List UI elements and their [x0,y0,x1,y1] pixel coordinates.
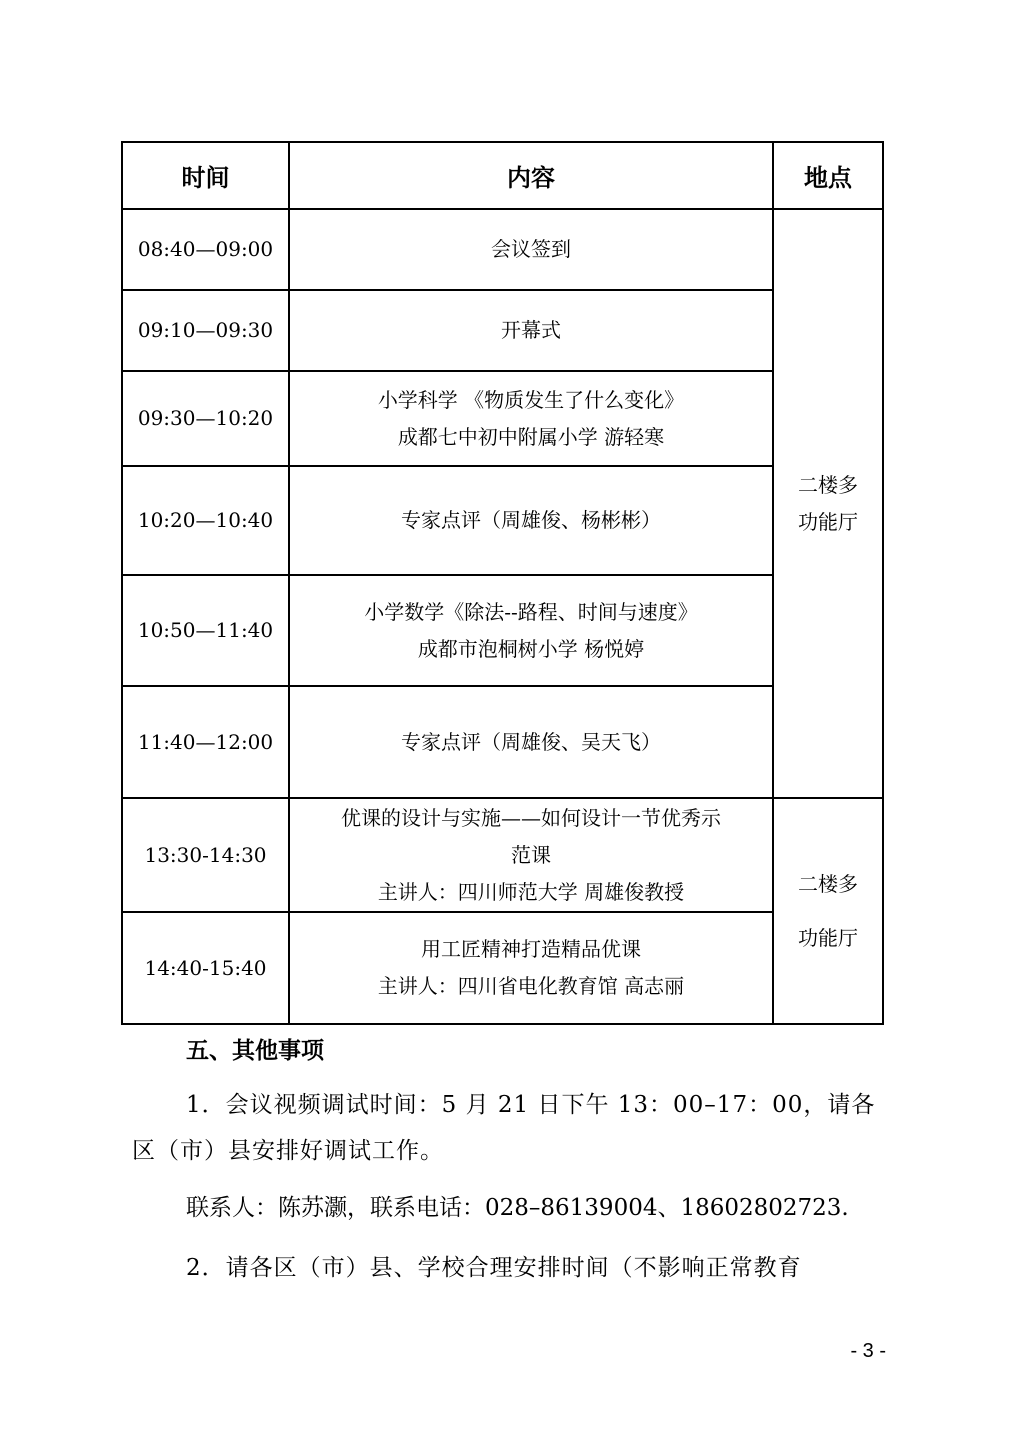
venue-line: 二楼多 [798,472,858,497]
page-number: - 3 - [850,1340,886,1362]
table-row [122,371,883,466]
venue-cell-morning [773,209,883,798]
content-cell [289,686,773,798]
content-cell [289,798,773,912]
venue-line: 功能厅 [798,926,858,950]
content-line: 主讲人：四川师范大学 周雄俊教授 [377,879,685,904]
section-title: 五、其他事项 [186,1038,324,1064]
content-line: 专家点评（周雄俊、吴天飞） [401,729,661,754]
content-line: 用工匠精神打造精品优课 [421,937,641,961]
table-row [122,209,883,290]
header-content: 内容 [289,142,773,209]
table-row [122,466,883,575]
venue-line: 二楼多 [798,872,858,896]
header-venue: 地点 [773,142,883,209]
content-line: 成都七中初中附属小学 游轻寒 [397,424,665,449]
content-cell [289,466,773,575]
venue-line: 功能厅 [798,509,858,534]
time-cell: 10:20—10:40 [122,466,289,575]
paragraph-contact: 联系人：陈苏灏，联系电话：028–86139004、18602802723. [186,1195,849,1221]
paragraph-video-test: 1．会议视频调试时间：5 月 21 日下午 13：00–17：00，请各区（市）县安排好调试工作。 [132,1092,876,1164]
time-cell: 14:40-15:40 [122,912,289,1024]
content-line: 开幕式 [501,318,561,342]
time-cell: 13:30-14:30 [122,798,289,912]
table-header-row [122,142,883,209]
content-cell [289,912,773,1024]
time-cell: 11:40—12:00 [122,686,289,798]
venue-cell-afternoon [773,798,883,1024]
content-cell [289,371,773,466]
time-cell: 09:30—10:20 [122,371,289,466]
table-row [122,290,883,371]
time-cell: 09:10—09:30 [122,290,289,371]
time-cell: 10:50—11:40 [122,575,289,686]
header-time: 时间 [122,142,289,209]
table-row [122,798,883,912]
paragraph-schedule-note: 2．请各区（市）县、学校合理安排时间（不影响正常教育 [186,1255,802,1281]
content-line: 成都市泡桐树小学 杨悦婷 [417,636,645,661]
content-cell [289,575,773,686]
content-line: 小学数学《除法--路程、时间与速度》 [364,599,698,624]
table-row [122,686,883,798]
content-line: 范课 [511,842,551,867]
schedule-table [121,141,884,1025]
table-row [122,912,883,1024]
content-line: 专家点评（周雄俊、杨彬彬） [401,508,661,532]
content-line: 会议签到 [491,237,571,261]
content-line: 小学科学 《物质发生了什么变化》 [377,387,685,412]
table-row [122,575,883,686]
content-cell [289,209,773,290]
content-cell [289,290,773,371]
content-line: 主讲人：四川省电化教育馆 高志丽 [377,974,685,998]
content-line: 优课的设计与实施——如何设计一节优秀示 [341,805,721,830]
time-cell: 08:40—09:00 [122,209,289,290]
